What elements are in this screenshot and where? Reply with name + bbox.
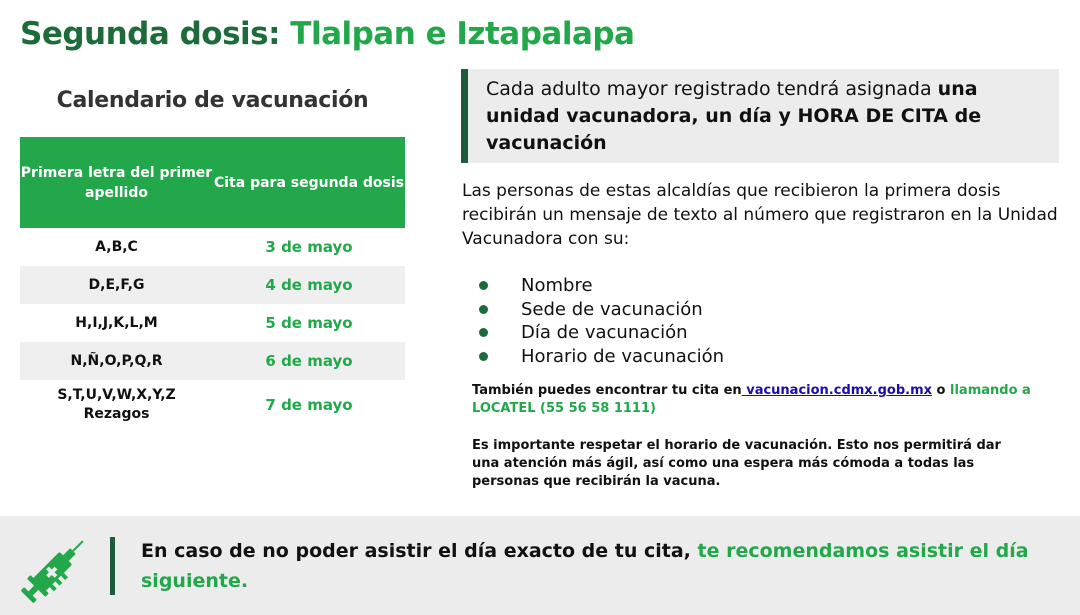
callout-box: [461, 69, 1059, 163]
list-item: [475, 321, 724, 345]
vaccination-site-link[interactable]: vacunacion.cdmx.gob.mx: [741, 383, 933, 398]
table-header: [20, 137, 405, 228]
contact-prefix: También puedes encontrar tu cita en: [472, 383, 742, 398]
title-part-1: Segunda dosis:: [20, 16, 280, 52]
header-date: Cita para segunda dosis: [213, 174, 404, 191]
important-note: Es importante respetar el horario de vacunación. Esto nos permitirá dar una atención más ágil, así como una espera más cómoda a todas las personas que recibirán la vacuna.: [472, 438, 1001, 489]
list-item-label: Sede de vacunación: [521, 298, 703, 320]
table-row: [20, 380, 405, 430]
row-letters: N,Ñ,O,P,Q,R: [70, 352, 163, 369]
table-row: [20, 304, 405, 342]
list-item: [475, 345, 724, 369]
row-letters: H,I,J,K,L,M: [75, 314, 158, 331]
header-letter: Primera letra del primer apellido: [20, 164, 213, 201]
row-date: 6 de mayo: [265, 352, 353, 370]
contact-middle: o: [932, 383, 951, 398]
footer-text-normal: En caso de no poder asistir el día exacto de tu cita,: [141, 540, 698, 562]
bullet-icon: [479, 281, 488, 290]
list-item: [475, 298, 724, 322]
row-letters: D,E,F,G: [88, 276, 145, 293]
footer-divider: [110, 537, 115, 595]
schedule-table: [20, 137, 405, 430]
row-letters-line1: S,T,U,V,W,X,Y,Z: [57, 387, 176, 403]
contact-note: [472, 382, 1032, 418]
footer-message: [141, 536, 1041, 596]
row-date: 7 de mayo: [265, 396, 353, 414]
list-item: [475, 274, 724, 298]
title-part-2: Tlalpan e Iztapalapa: [290, 16, 635, 52]
callout-text-normal: Cada adulto mayor registrado tendrá asignada: [486, 78, 938, 100]
calendar-title: Calendario de vacunación: [56, 88, 369, 113]
info-list: [475, 274, 724, 368]
list-item-label: Nombre: [521, 275, 593, 296]
info-paragraph: Las personas de estas alcaldías que recibieron la primera dosis recibirán un mensaje de texto al número que registraron en la Unidad Vacunadora con su:: [462, 181, 1058, 249]
row-letters-line2: Rezagos: [83, 406, 150, 422]
row-letters: A,B,C: [95, 238, 138, 255]
table-row: [20, 266, 405, 304]
callout-text-bold: una unidad vacunadora, un día y HORA DE CITA de vacunación: [486, 78, 982, 154]
bullet-icon: [479, 328, 488, 337]
syringe-icon: [14, 526, 98, 610]
table-row: [20, 342, 405, 380]
contact-locatel: llamando a LOCATEL (55 56 58 1111): [472, 383, 1031, 416]
row-date: 4 de mayo: [265, 276, 353, 294]
list-item-label: Horario de vacunación: [521, 345, 725, 367]
row-letters: [20, 386, 213, 424]
table-row: [20, 228, 405, 266]
row-date: 3 de mayo: [265, 238, 353, 256]
footer-banner: [0, 516, 1080, 615]
list-item-label: Día de vacunación: [521, 322, 688, 343]
page-title: [20, 16, 634, 52]
bullet-icon: [479, 305, 488, 314]
bullet-icon: [479, 352, 488, 361]
footer-text-green: te recomendamos asistir el día siguiente.: [141, 540, 1029, 592]
row-date: 5 de mayo: [265, 314, 353, 332]
